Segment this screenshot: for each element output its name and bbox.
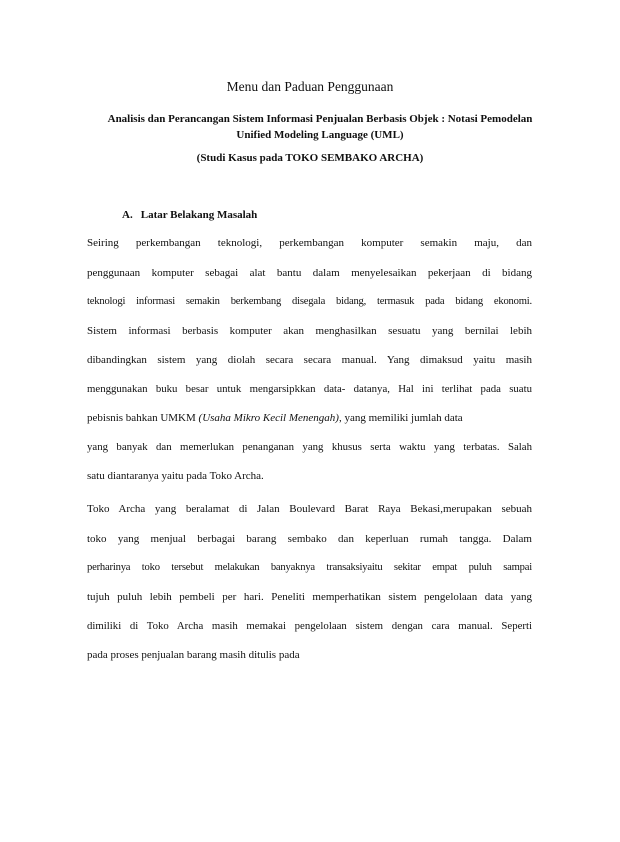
paragraph-line: toko yang menjual berbagai barang sembako dan keperluan rumah tangga. Dalam: [87, 533, 532, 545]
paragraph-line: Sistem informasi berbasis komputer akan menghasilkan sesuatu yang bernilai lebih: [87, 325, 532, 337]
paragraph-line: dibandingkan sistem yang diolah secara secara manual. Yang dimaksud yaitu masih: [87, 354, 532, 366]
paragraph-line: tujuh puluh lebih pembeli per hari. Peneliti memperhatikan sistem pengelolaan data yang: [87, 591, 532, 603]
paragraph-line: Toko Archa yang beralamat di Jalan Boulevard Barat Raya Bekasi,merupakan sebuah: [87, 503, 532, 515]
paragraph-line: Seiring perkembangan teknologi, perkembangan komputer semakin maju, dan: [87, 237, 532, 249]
document-title: Menu dan Paduan Penggunaan: [226, 79, 394, 94]
paragraph-line: satu diantaranya yaitu pada Toko Archa.: [87, 470, 264, 482]
case-study-line: (Studi Kasus pada TOKO SEMBAKO ARCHA): [196, 152, 424, 164]
line-text: , yang memiliki jumlah data: [338, 412, 463, 424]
section-number: A.: [122, 209, 133, 221]
paragraph-line: penggunaan komputer sebagai alat bantu dalam menyelesaikan pekerjaan di bidang: [87, 267, 532, 279]
paragraph-line: teknologi informasi semakin berkembang disegala bidang, termasuk pada bidang ekonomi.: [87, 296, 532, 307]
italic-term: (Usaha Mikro Kecil Menengah): [198, 412, 339, 424]
document-subtitle: Analisis dan Perancangan Sistem Informasi Penjualan Berbasis Objek : Notasi Pemodelan Unified Modeling Language (UML): [107, 113, 533, 141]
paragraph-line: pada proses penjualan barang masih ditulis pada: [87, 649, 300, 661]
line-text: pebisnis bahkan UMKM: [87, 412, 199, 424]
section-heading: [122, 209, 257, 221]
paragraph-line: [87, 411, 532, 425]
paragraph-line: yang banyak dan memerlukan penanganan yang khusus serta waktu yang terbatas. Salah: [87, 441, 532, 453]
section-heading-text: Latar Belakang Masalah: [140, 209, 258, 221]
paragraph-line: dimiliki di Toko Archa masih memakai pengelolaan sistem dengan cara manual. Seperti: [87, 620, 532, 632]
paragraph-line: perharinya toko tersebut melakukan banyaknya transaksiyaitu sekitar empat puluh sampai: [87, 562, 532, 573]
paragraph-line: menggunakan buku besar untuk mengarsipkkan data- datanya, Hal ini terlihat pada suatu: [87, 383, 532, 395]
